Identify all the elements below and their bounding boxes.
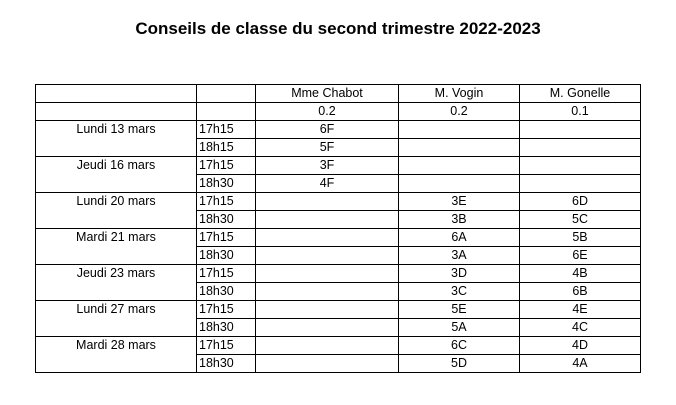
- schedule-row: [36, 265, 641, 283]
- schedule-row: [36, 229, 641, 247]
- class-cell: 4A: [520, 355, 641, 373]
- class-cell: [256, 211, 399, 229]
- class-cell: 6A: [399, 229, 520, 247]
- class-cell: [256, 355, 399, 373]
- time-cell: 17h15: [197, 157, 256, 175]
- day-label: Lundi 13 mars: [36, 121, 197, 157]
- teacher-name: Mme Chabot: [256, 85, 399, 103]
- class-cell: [256, 193, 399, 211]
- teacher-share: 0.2: [399, 103, 520, 121]
- class-cell: 4E: [520, 301, 641, 319]
- class-cell: 6B: [520, 283, 641, 301]
- class-cell: 6D: [520, 193, 641, 211]
- class-cell: [256, 247, 399, 265]
- day-label: Jeudi 16 mars: [36, 157, 197, 193]
- class-cell: [520, 157, 641, 175]
- class-cell: 6C: [399, 337, 520, 355]
- empty-header-cell: [197, 85, 256, 103]
- class-cell: [256, 319, 399, 337]
- schedule-row: [36, 157, 641, 175]
- class-cell: 3A: [399, 247, 520, 265]
- class-cell: 3B: [399, 211, 520, 229]
- teacher-share: 0.1: [520, 103, 641, 121]
- teacher-name: M. Gonelle: [520, 85, 641, 103]
- class-cell: 5B: [520, 229, 641, 247]
- class-cell: 6E: [520, 247, 641, 265]
- teacher-share-row: [36, 103, 641, 121]
- class-cell: [256, 283, 399, 301]
- class-cell: 5C: [520, 211, 641, 229]
- class-cell: 3C: [399, 283, 520, 301]
- document-title: Conseils de classe du second trimestre 2022-2023: [135, 19, 541, 38]
- schedule-row: [36, 301, 641, 319]
- class-cell: [399, 175, 520, 193]
- time-cell: 18h30: [197, 283, 256, 301]
- empty-header-cell: [36, 85, 197, 103]
- time-cell: 18h30: [197, 211, 256, 229]
- class-cell: [256, 337, 399, 355]
- time-cell: 17h15: [197, 265, 256, 283]
- class-cell: 4D: [520, 337, 641, 355]
- empty-header-cell: [197, 103, 256, 121]
- teacher-share: 0.2: [256, 103, 399, 121]
- class-cell: 5D: [399, 355, 520, 373]
- time-cell: 18h15: [197, 139, 256, 157]
- class-cell: 3F: [256, 157, 399, 175]
- class-cell: 5F: [256, 139, 399, 157]
- class-cell: [520, 139, 641, 157]
- class-cell: [256, 301, 399, 319]
- class-cell: 6F: [256, 121, 399, 139]
- schedule-row: [36, 121, 641, 139]
- class-cell: 4B: [520, 265, 641, 283]
- class-cell: [399, 121, 520, 139]
- class-cell: [520, 121, 641, 139]
- class-cell: [399, 157, 520, 175]
- schedule-row: [36, 193, 641, 211]
- time-cell: 17h15: [197, 193, 256, 211]
- class-cell: 4F: [256, 175, 399, 193]
- empty-header-cell: [36, 103, 197, 121]
- class-cell: [399, 139, 520, 157]
- class-cell: 3E: [399, 193, 520, 211]
- day-label: Jeudi 23 mars: [36, 265, 197, 301]
- schedule-table: [35, 84, 641, 373]
- time-cell: 18h30: [197, 247, 256, 265]
- class-cell: 5E: [399, 301, 520, 319]
- class-cell: 4C: [520, 319, 641, 337]
- day-label: Lundi 20 mars: [36, 193, 197, 229]
- class-cell: 5A: [399, 319, 520, 337]
- time-cell: 17h15: [197, 229, 256, 247]
- class-cell: 3D: [399, 265, 520, 283]
- day-label: Mardi 28 mars: [36, 337, 197, 373]
- day-label: Lundi 27 mars: [36, 301, 197, 337]
- class-cell: [256, 229, 399, 247]
- teacher-name: M. Vogin: [399, 85, 520, 103]
- time-cell: 18h30: [197, 175, 256, 193]
- time-cell: 17h15: [197, 121, 256, 139]
- schedule-row: [36, 337, 641, 355]
- time-cell: 18h30: [197, 319, 256, 337]
- time-cell: 18h30: [197, 355, 256, 373]
- teacher-header-row: [36, 85, 641, 103]
- class-cell: [520, 175, 641, 193]
- time-cell: 17h15: [197, 337, 256, 355]
- class-cell: [256, 265, 399, 283]
- day-label: Mardi 21 mars: [36, 229, 197, 265]
- time-cell: 17h15: [197, 301, 256, 319]
